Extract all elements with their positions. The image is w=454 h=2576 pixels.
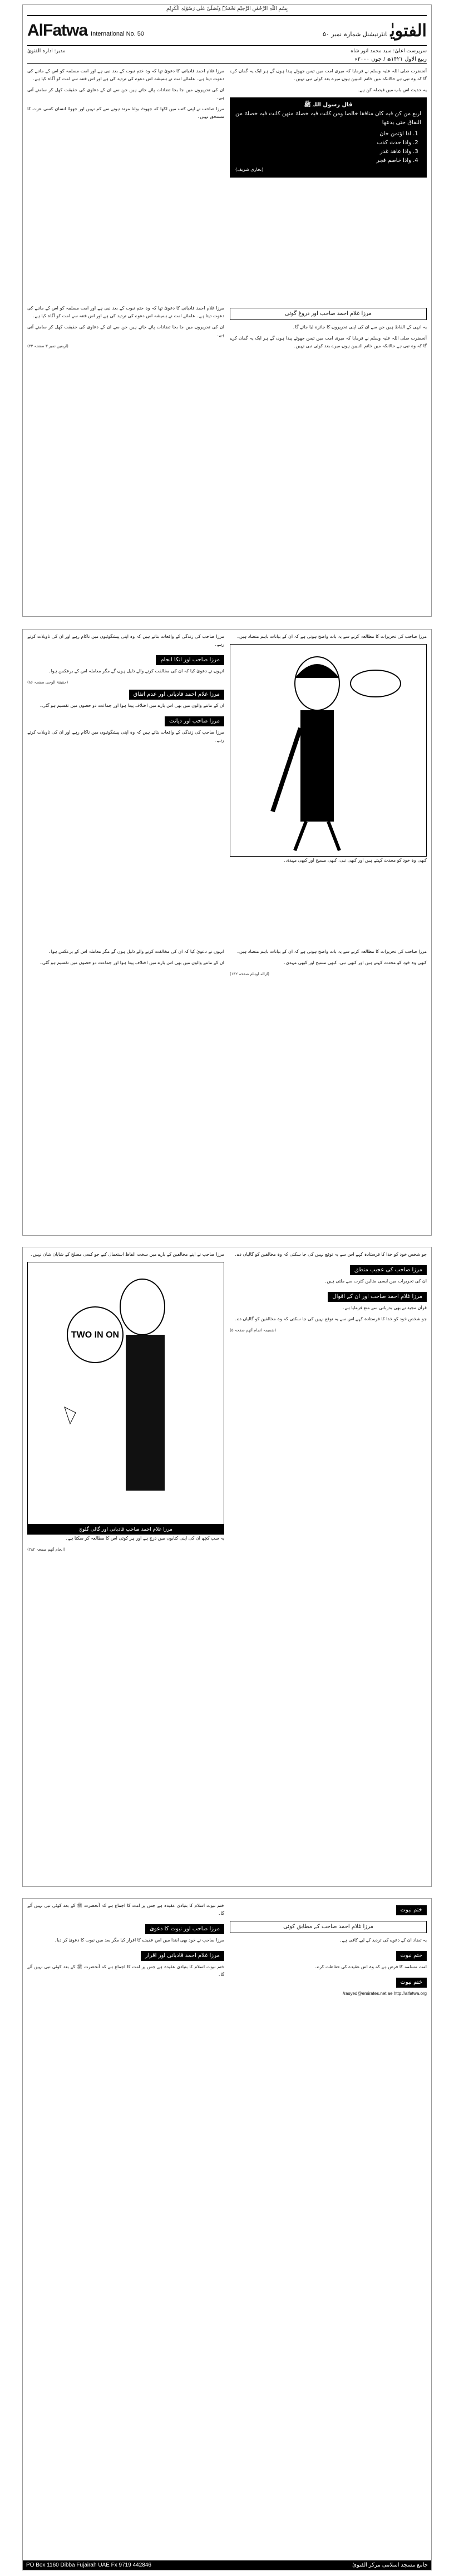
section-band: مرزا غلام احمد قادیانی اور اقرار — [141, 1951, 224, 1961]
paragraph: ان کے ماننے والوں میں بھی اس بارے میں اختلاف پیدا ہوا اور جماعت دو حصوں میں تقسیم ہو گئی۔ — [40, 703, 224, 708]
paragraph: یہ انہی کے الفاظ ہیں جن سے ان کی اپنی تحریروں کا جائزہ لیا جائے گا۔ — [292, 325, 427, 330]
paragraph: قرآن مجید نے بھی بدزبانی سے منع فرمایا ہے۔ — [342, 1305, 427, 1310]
masthead-subline — [27, 48, 427, 54]
side-heading: ختم نبوت — [396, 1951, 427, 1961]
reference: (انجام آتھم صفحہ ۲۸۲) — [27, 1547, 66, 1552]
paragraph: مرزا صاحب کی تحریرات کا مطالعہ کرنے سے یہ بات واضح ہوتی ہے کہ ان کے بیانات باہم متضاد ہیں۔ — [236, 949, 427, 954]
page2-bottom-right — [27, 948, 224, 1215]
page2-column-left — [230, 633, 427, 945]
page3-column-right — [27, 1251, 224, 1874]
page-1 — [22, 4, 432, 617]
paragraph: مرزا غلام احمد قادیانی کا دعویٰ تھا کہ وہ ختم نبوت کے بعد نبی ہے اور امت مسلمہ کو اس کے ماننے کی دعوت دیتا ہے۔ علمائے امت نے ہمیشہ اس دعوے کی تردید کی ہے اور اس فتنہ سے امت کو آگاہ کیا ہے۔ — [27, 306, 224, 318]
editor-label: مدیر: ادارہ الفتویٰ — [27, 48, 66, 54]
hadith-item: 2. واذا حدث کذب — [235, 139, 411, 148]
section-band: مرزا صاحب اور دیانت — [165, 716, 224, 726]
paragraph: یہ تضاد ان کے دعوے کی تردید کے لیے کافی ہے۔ — [339, 1938, 427, 1943]
page4-column-left — [230, 1902, 427, 2542]
paragraph: ختم نبوت اسلام کا بنیادی عقیدہ ہے جس پر امت کا اجماع ہے کہ آنحضرت ﷺ کے بعد کوئی نبی نہیں آئے گا۔ — [27, 1964, 224, 1977]
page2-bottom-left — [230, 948, 427, 1215]
paragraph: مرزا صاحب کی زندگی کے واقعات بتاتے ہیں کہ وہ اپنی پیشگوئیوں میں ناکام رہے اور ان کی تاویلات کرتے رہے۔ — [27, 730, 224, 743]
issue-number-english: International No. 50 — [91, 31, 145, 37]
page2-bottom — [27, 948, 427, 1215]
masthead — [27, 15, 427, 46]
cartoon-illustration — [230, 645, 426, 856]
paragraph: مرزا صاحب نے اپنے مخالفین کے بارے میں سخت الفاظ استعمال کیے جو کسی مصلح کے شایان شان نہیں۔ — [30, 1252, 224, 1257]
paragraph: ان کے ماننے والوں میں بھی اس بارے میں اختلاف پیدا ہوا اور جماعت دو حصوں میں تقسیم ہو گئی۔ — [40, 960, 224, 965]
page-4 — [22, 1898, 432, 2570]
paragraph: ان کی تحریرات میں ایسی مثالیں کثرت سے ملتی ہیں۔ — [324, 1279, 427, 1284]
issue-number-urdu: انٹرنیشنل شمارہ نمبر ۵۰ — [322, 30, 387, 38]
page1-column-left — [230, 67, 427, 301]
paragraph: ختم نبوت اسلام کا بنیادی عقیدہ ہے جس پر امت کا اجماع ہے کہ آنحضرت ﷺ کے بعد کوئی نبی نہیں آئے گا۔ — [27, 1903, 224, 1916]
page1-bottom-columns — [27, 304, 427, 583]
page-3 — [22, 1247, 432, 1887]
section-band: مرزا صاحب اور انکا انجام — [156, 655, 224, 665]
paragraph: آنحضرت صلی اللہ علیہ وسلم نے فرمایا کہ میری امت میں تیس جھوٹے پیدا ہوں گے ہر ایک یہ گمان کرے گا کہ وہ نبی ہے حالانکہ میں خاتم النبیین ہوں میرے بعد کوئی نبی نہیں۔ — [230, 68, 427, 81]
page1-top-columns — [27, 67, 427, 301]
paragraph: انہوں نے دعویٰ کیا کہ ان کی مخالفت کرنے والے ذلیل ہوں گے مگر معاملہ اس کے برعکس ہوا۔ — [48, 949, 224, 954]
hadith-reference: (بخاری شریف) — [235, 167, 264, 172]
figure-caption: مرزا غلام احمد صاحب قادیانی اور گالی گلوچ — [27, 1525, 224, 1535]
paragraph: یہ سب کچھ ان کی اپنی کتابوں میں درج ہے اور ہر کوئی اس کا مطالعہ کر سکتا ہے۔ — [65, 1536, 224, 1541]
date-line: ربیع الاول ۱۴۲۱ھ / جون ۲۰۰۰ء — [27, 56, 427, 64]
section-band: مرزا غلام احمد قادیانی اور عدم اتفاق — [129, 690, 224, 700]
section-band: مرزا غلام احمد صاحب اور ان کے اقوال — [328, 1292, 427, 1302]
page2-column-right — [27, 633, 224, 945]
paragraph: امت مسلمہ کا فرض ہے کہ وہ اس عقیدے کی حفاظت کرے۔ — [314, 1964, 427, 1969]
page4-column-right — [27, 1902, 224, 2542]
cartoon-figure — [230, 644, 427, 857]
paragraph: جو شخص خود کو خدا کا فرستادہ کہے اس سے یہ توقع نہیں کی جا سکتی کہ وہ مخالفین کو گالیاں دے۔ — [234, 1316, 427, 1321]
page1-bottom-right — [27, 304, 224, 583]
footer-address: PO Box 1160 Dibba Fujairah UAE Fx 9719 442846 — [26, 2562, 151, 2568]
hadith-box — [230, 97, 427, 178]
patron-label: سرپرست اعلیٰ: سید محمد انور شاہ — [350, 48, 427, 54]
hadith-item: 4. واذا خاصم فجر — [235, 156, 411, 165]
paragraph: ان کی تحریروں میں جا بجا تضادات پائے جاتے ہیں جن سے ان کے دعاوی کی حقیقت کھل کر سامنے آتی ہے۔ — [27, 87, 224, 100]
page1-column-right — [27, 67, 224, 301]
footer-urdu: جامع مسجد اسلامی مرکز الفتویٰ — [352, 2562, 428, 2568]
cartoon-illustration — [28, 1262, 224, 1524]
paragraph: جو شخص خود کو خدا کا فرستادہ کہے اس سے یہ توقع نہیں کی جا سکتی کہ وہ مخالفین کو گالیاں دے۔ — [234, 1252, 427, 1257]
hadith-arabic: اربع من کن فیہ کان منافقا خالصا ومن کانت فیہ خصلۃ منھن کانت فیہ خصلۃ من النفاق حتی یدعھا — [235, 111, 421, 126]
masthead-english: AlFatwa International No. 50 — [27, 21, 145, 40]
page4-columns — [27, 1902, 427, 2542]
hadith-item: 3. واذا عاھد غدر — [235, 148, 411, 156]
section-band: مرزا صاحب اور نبوت کا دعویٰ — [145, 1924, 224, 1934]
reference: (ازالہ اوہام صفحہ ۱۴۲) — [230, 972, 269, 976]
reference: (ضمیمہ انجام آتھم صفحہ ۵) — [230, 1328, 277, 1333]
paragraph: مرزا صاحب نے اپنی کتب میں لکھا کہ جھوٹ بولنا مرتد ہونے سے کم نہیں اور جھوٹا انسان کسی عزت کا مستحق نہیں۔ — [27, 106, 224, 119]
page2-top — [27, 633, 427, 945]
cartoon-figure — [27, 1262, 224, 1525]
paragraph: آنحضرت صلی اللہ علیہ وسلم نے فرمایا کہ میری امت میں تیس جھوٹے پیدا ہوں گے ہر ایک یہ گمان کرے گا کہ وہ نبی ہے حالانکہ میں خاتم النبیین ہوں میرے بعد کوئی نبی نہیں۔ — [230, 336, 427, 348]
reference: (اربعین نمبر ۳ صفحہ ۲۳) — [27, 344, 68, 348]
page-2 — [22, 629, 432, 1236]
paragraph: ان کی تحریروں میں جا بجا تضادات پائے جاتے ہیں جن سے ان کے دعاوی کی حقیقت کھل کر سامنے آتی ہے۔ — [27, 325, 224, 337]
reference: (حقیقۃ الوحی صفحہ ۸۶) — [27, 680, 68, 685]
cartoon-sign-text: TWO IN ON — [71, 1330, 120, 1340]
bismillah-line: بِسْمِ اللّٰہِ الرَّحْمٰنِ الرَّحِیْمِ نَحْمَدُہٗ وَنُصَلِّیْ عَلٰی رَسُوْلِہِ الْکَرِیْمِ — [166, 6, 288, 12]
paragraph: مرزا غلام احمد قادیانی کا دعویٰ تھا کہ وہ ختم نبوت کے بعد نبی ہے اور امت مسلمہ کو اس کے ماننے کی دعوت دیتا ہے۔ علمائے امت نے ہمیشہ اس دعوے کی تردید کی ہے اور اس فتنہ سے امت کو آگاہ کیا ہے۔ — [27, 68, 224, 81]
hadith-item: 1. اذا اؤتمن خان — [235, 130, 411, 139]
side-heading: ختم نبوت — [396, 1978, 427, 1988]
page3-column-left — [230, 1251, 427, 1874]
section-band: مرزا صاحب کی عجیب منطق — [350, 1265, 427, 1275]
paragraph: مرزا صاحب کی تحریرات کا مطالعہ کرنے سے یہ بات واضح ہوتی ہے کہ ان کے بیانات باہم متضاد ہیں۔ — [236, 634, 427, 639]
paragraph: یہ حدیث اس باب میں فیصلہ کن ہے۔ — [357, 87, 427, 92]
page1-bottom-left — [230, 304, 427, 583]
page3-columns — [27, 1251, 427, 1874]
paragraph: کبھی وہ خود کو محدث کہتے ہیں اور کبھی نبی، کبھی مسیح اور کبھی مہدی۔ — [283, 960, 427, 965]
paragraph: انہوں نے دعویٰ کیا کہ ان کی مخالفت کرنے والے ذلیل ہوں گے مگر معاملہ اس کے برعکس ہوا۔ — [48, 668, 224, 674]
contact-email[interactable]: rasyed@emirates.net.ae http://alfatwa.org/ — [343, 1991, 427, 1996]
hadith-title: قال رسول اللہ ﷺ — [304, 102, 353, 108]
page-footer — [23, 2560, 431, 2570]
masthead-urdu: الفتویٰانٹرنیشنل شمارہ نمبر ۵۰ — [322, 21, 427, 41]
paragraph: مرزا صاحب کی زندگی کے واقعات بتاتے ہیں کہ وہ اپنی پیشگوئیوں میں ناکام رہے اور ان کی تاویلات کرتے رہے۔ — [27, 634, 224, 647]
paragraph: کبھی وہ خود کو محدث کہتے ہیں اور کبھی نبی، کبھی مسیح اور کبھی مہدی۔ — [283, 858, 427, 863]
section-heading: مرزا غلام احمد صاحب اور دروغ گوئی — [230, 308, 427, 320]
hadith-list — [235, 130, 411, 165]
paragraph: مرزا صاحب نے خود بھی ابتدا میں اس عقیدے کا اقرار کیا مگر بعد میں نبوت کا دعویٰ کر دیا۔ — [54, 1938, 224, 1943]
side-heading: ختم نبوت — [396, 1905, 427, 1915]
section-heading: مرزا غلام احمد صاحب کے مطابق کوئی — [230, 1921, 427, 1933]
